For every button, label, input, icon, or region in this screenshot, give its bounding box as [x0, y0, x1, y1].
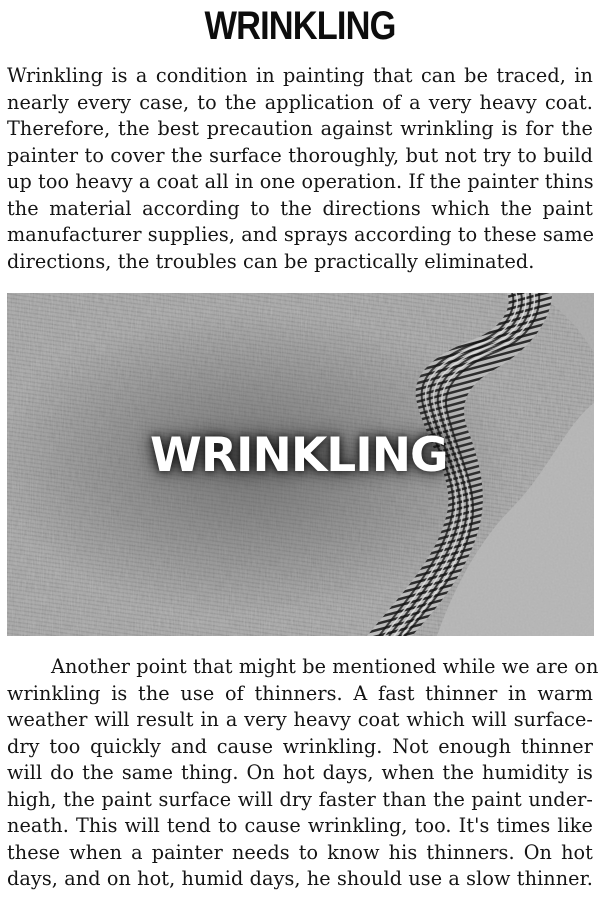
paragraph-line: up too heavy a coat all in one operation. If the painter thins [7, 170, 594, 193]
page-title: WRINKLING [204, 4, 396, 48]
paragraph-line: Therefore, the best precaution against wrinkling is for the [7, 117, 593, 140]
paragraph-line: neath. This will tend to cause wrinkling, too. It's times like [7, 814, 593, 837]
paragraph-line: the material according to the directions which the paint [7, 196, 593, 220]
photo-caption: WRINKLING [150, 428, 448, 483]
paragraph-line: days, and on hot, humid days, he should use a slow thinner. [7, 867, 593, 890]
paragraph-line: nearly every case, to the application of a very heavy coat. [7, 90, 593, 114]
paragraph-line: high, the paint surface will dry faster than the paint under- [7, 787, 593, 811]
paragraph-line: weather will result in a very heavy coat which will surface- [7, 708, 593, 731]
paragraph-line: wrinkling is the use of thinners. A fast thinner in warm [7, 681, 593, 705]
paragraph-line: Another point that might be mentioned while we are on [51, 655, 599, 678]
paragraph-line: Wrinkling is a condition in painting that can be traced, in [7, 64, 593, 87]
paragraph-line: these when a painter needs to know his thinners. On hot [7, 840, 593, 864]
paragraph-line: manufacturer supplies, and sprays according to these same [7, 223, 595, 246]
paragraph-line: painter to cover the surface thoroughly, but not try to build [7, 143, 593, 167]
paragraph-line: will do the same thing. On hot days, when the humidity is [7, 761, 593, 784]
thinners-paragraph [7, 654, 599, 893]
intro-paragraph [7, 63, 593, 275]
paragraph-line: dry too quickly and cause wrinkling. Not enough thinner [7, 734, 593, 758]
paragraph-line: directions, the troubles can be practically eliminated. [7, 249, 535, 273]
